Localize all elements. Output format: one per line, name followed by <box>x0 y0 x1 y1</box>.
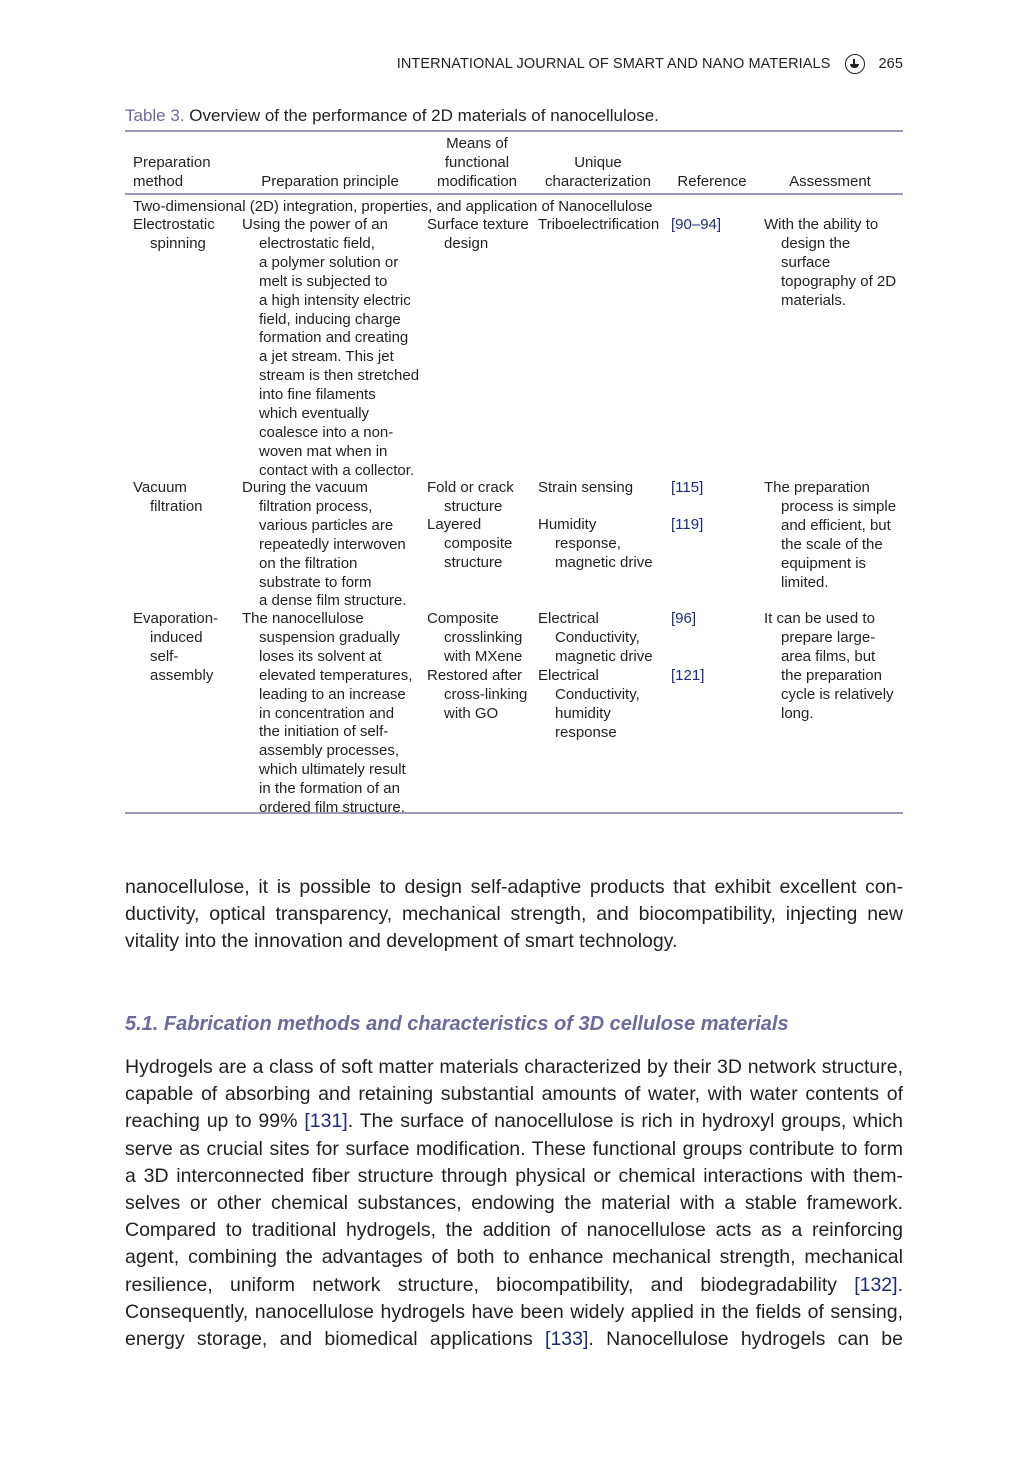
cell-line: ordered film structure. <box>259 799 405 817</box>
cell-line: structure <box>444 553 503 571</box>
text-line: vitality into the innovation and development of smart technology. <box>125 930 678 953</box>
citation-link[interactable]: [131] <box>304 1110 348 1133</box>
header-assessment <box>770 173 890 192</box>
cell-line: structure <box>444 497 503 515</box>
text-line <box>125 1108 903 1135</box>
row1-reference-link[interactable]: [90–94] <box>671 216 722 233</box>
cell-line: prepare large- <box>781 628 876 646</box>
row3b-reference-link[interactable]: [121] <box>671 667 705 684</box>
header-preparation-principle <box>252 173 408 192</box>
row3-method <box>133 610 218 686</box>
header-line: Unique <box>574 154 622 171</box>
cell-line: the scale of the <box>781 535 883 553</box>
text-segment: . The surface of nanocellulose is rich in hydroxyl groups, which <box>347 1110 903 1133</box>
cell-line: assembly <box>150 666 214 684</box>
table-top-rule <box>125 130 903 132</box>
text-line: nanocellulose, it is possible to design self-adaptive products that exhibit excellent con- <box>125 876 903 898</box>
text-line: a 3D interconnected fiber structure through physical or chemical interactions with them- <box>125 1164 903 1187</box>
cell-line: process is simple <box>781 497 897 515</box>
cell-line: The preparation <box>764 479 870 496</box>
cell-line: leading to an increase <box>259 685 406 703</box>
text-segment: reaching up to 99% <box>125 1110 305 1133</box>
cell-line: Composite <box>427 610 499 627</box>
header-line: method <box>133 172 184 190</box>
text-segment: energy storage, and biomedical applications <box>125 1328 546 1351</box>
cell-line: Electrical <box>538 667 599 684</box>
cell-line: limited. <box>781 573 829 591</box>
cell-line: self- <box>150 647 179 665</box>
cell-line: Surface texture <box>427 216 529 233</box>
row3-assessment <box>764 610 894 723</box>
cell-line: crosslinking <box>444 628 523 646</box>
text-line: Consequently, nanocellulose hydrogels have been widely applied in the fields of sensing, <box>125 1300 903 1323</box>
text-line: agent, combining the advantages of both to enhance mechanical strength, mechanical <box>125 1246 903 1269</box>
cell-line: design the <box>781 234 851 252</box>
cell-line: field, inducing charge <box>259 310 401 328</box>
row2-method <box>133 479 203 517</box>
cell-line: design <box>444 234 489 252</box>
cell-line: coalesce into a non- <box>259 423 394 441</box>
row2a-characterization <box>538 479 633 498</box>
row1-characterization <box>538 216 659 235</box>
header-line: Preparation <box>133 154 211 171</box>
cell-line: It can be used to <box>764 610 875 627</box>
cell-line: response, <box>555 534 621 552</box>
text-segment: . <box>897 1273 903 1296</box>
cell-line: magnetic drive <box>555 647 653 665</box>
section-heading: 5.1. Fabrication methods and characteristics of 3D cellulose materials <box>125 1013 789 1035</box>
cell-line: and efficient, but <box>781 516 891 534</box>
row3a-modification <box>427 610 522 667</box>
cell-line: Conductivity, <box>555 628 640 646</box>
cell-line: composite <box>444 534 513 552</box>
cell-line: which ultimately result <box>259 761 406 779</box>
header-line: Preparation principle <box>261 173 399 190</box>
cell-line: on the filtration <box>259 554 358 572</box>
row2a-reference-link[interactable]: [115] <box>671 479 704 496</box>
cell-line: filtration <box>150 497 203 515</box>
row2-principle <box>242 479 407 611</box>
cell-line: in concentration and <box>259 704 395 722</box>
header-line: Assessment <box>789 173 871 190</box>
cell-line: stream is then stretched <box>259 367 420 385</box>
page-number: 265 <box>878 56 903 72</box>
row1-principle <box>242 216 419 481</box>
cell-line: woven mat when in <box>259 442 388 460</box>
paragraph-hydrogels <box>125 1054 903 1353</box>
table-header-rule <box>125 193 903 195</box>
row1-method <box>133 216 215 254</box>
row2a-modification <box>427 479 514 517</box>
text-segment: resilience, uniform network structure, biocompatibility, and biodegradability <box>125 1273 855 1296</box>
publisher-lamp-icon <box>845 54 865 74</box>
header-preparation-method <box>133 154 211 192</box>
cell-line: the initiation of self- <box>259 723 389 741</box>
text-segment: . Nanocellulose hydrogels can be <box>588 1328 903 1351</box>
cell-line: assembly processes, <box>259 742 400 760</box>
cell-line: melt is subjected to <box>259 272 388 290</box>
row1-assessment <box>764 216 896 311</box>
table-caption <box>125 106 903 126</box>
header-line: functional <box>444 153 510 171</box>
cell-line: repeatedly interwoven <box>259 535 406 553</box>
header-functional-modification <box>425 135 529 192</box>
cell-line: a high intensity electric <box>259 291 411 309</box>
cell-line: long. <box>781 704 814 722</box>
cell-line: Electrostatic <box>133 216 215 233</box>
cell-line: spinning <box>150 234 206 252</box>
header-line: Reference <box>677 173 747 190</box>
cell-line: Strain sensing <box>538 479 634 496</box>
table-section-row: Two-dimensional (2D) integration, properties, and application of Nanocellulose <box>133 198 653 215</box>
row1-modification <box>427 216 529 254</box>
cell-line: in the formation of an <box>259 780 400 798</box>
cell-line: Layered <box>427 516 482 533</box>
cell-line: humidity <box>555 704 611 722</box>
cell-line: with MXene <box>444 647 523 665</box>
cell-line: Vacuum <box>133 479 187 496</box>
cell-line: Using the power of an <box>242 216 388 233</box>
table-caption-text: Overview of the performance of 2D materials of nanocellulose. <box>184 106 659 125</box>
row3a-characterization <box>538 610 653 667</box>
header-reference <box>672 173 752 192</box>
cell-line: area films, but <box>781 647 876 665</box>
cell-line: Triboelectrification <box>538 216 660 233</box>
cell-line: With the ability to <box>764 216 879 233</box>
cell-line: cycle is relatively <box>781 685 894 703</box>
cell-line: Restored after <box>427 667 523 684</box>
text-line: selves or other chemical substances, endowing the material with a stable framework. <box>125 1192 903 1215</box>
cell-line: formation and creating <box>259 329 409 347</box>
running-head <box>397 54 903 74</box>
cell-line: magnetic drive <box>555 553 653 571</box>
row3b-modification <box>427 667 527 724</box>
cell-line: equipment is <box>781 554 867 572</box>
cell-line: Electrical <box>538 610 599 627</box>
journal-title: INTERNATIONAL JOURNAL OF SMART AND NANO MATERIALS <box>396 56 831 72</box>
row3-principle <box>242 610 412 818</box>
cell-line: The nanocellulose <box>242 610 364 627</box>
text-line: Compared to traditional hydrogels, the addition of nanocellulose acts as a reinforcing <box>125 1219 903 1242</box>
header-line: characterization <box>545 172 651 190</box>
text-line: serve as crucial sites for surface modification. These functional groups contribute to form <box>125 1137 903 1160</box>
header-unique-characterization <box>538 154 658 192</box>
cell-line: induced <box>150 628 203 646</box>
cell-line: with GO <box>444 704 499 722</box>
row3a-reference-link[interactable]: [96] <box>671 610 697 627</box>
cell-line: electrostatic field, <box>259 234 375 252</box>
table-label: Table 3. <box>125 106 185 125</box>
cell-line: various particles are <box>259 516 394 534</box>
row2-assessment <box>764 479 896 592</box>
paragraph-continuation <box>125 874 903 956</box>
row3b-characterization <box>538 667 640 743</box>
cell-line: a dense film structure. <box>259 592 407 610</box>
cell-line: filtration process, <box>259 497 373 515</box>
cell-line: the preparation <box>781 666 882 684</box>
cell-line: loses its solvent at <box>259 647 382 665</box>
cell-line: topography of 2D <box>781 272 897 290</box>
row2b-reference-link[interactable]: [119] <box>671 516 704 533</box>
header-line: modification <box>436 172 518 190</box>
text-line <box>125 1272 903 1299</box>
cell-line: into fine filaments <box>259 386 376 404</box>
cell-line: which eventually <box>259 405 370 423</box>
cell-line: During the vacuum <box>242 479 368 496</box>
cell-line: Conductivity, <box>555 685 640 703</box>
cell-line: Humidity <box>538 516 597 533</box>
text-line: capable of absorbing and retaining substantial amounts of water, with water contents of <box>125 1083 903 1106</box>
cell-line: a jet stream. This jet <box>259 348 394 366</box>
cell-line: elevated temperatures, <box>259 666 413 684</box>
cell-line: a polymer solution or <box>259 253 399 271</box>
text-line: Hydrogels are a class of soft matter materials characterized by their 3D network structure, <box>125 1056 903 1078</box>
row2b-characterization <box>538 516 653 573</box>
cell-line: Fold or crack <box>427 479 514 496</box>
cell-line: cross-linking <box>444 685 528 703</box>
cell-line: suspension gradually <box>259 628 400 646</box>
cell-line: response <box>555 723 617 741</box>
header-line: Means of <box>446 135 508 152</box>
cell-line: surface <box>781 253 831 271</box>
citation-link[interactable]: [132] <box>854 1273 898 1296</box>
citation-link[interactable]: [133] <box>545 1328 589 1351</box>
cell-line: contact with a collector. <box>259 461 415 479</box>
cell-line: materials. <box>781 291 847 309</box>
text-line: ductivity, optical transparency, mechanical strength, and biocompatibility, injecting new <box>125 903 903 926</box>
text-line <box>125 1326 903 1353</box>
cell-line: substrate to form <box>259 573 372 591</box>
row2b-modification <box>427 516 512 573</box>
cell-line: Evaporation- <box>133 610 219 627</box>
